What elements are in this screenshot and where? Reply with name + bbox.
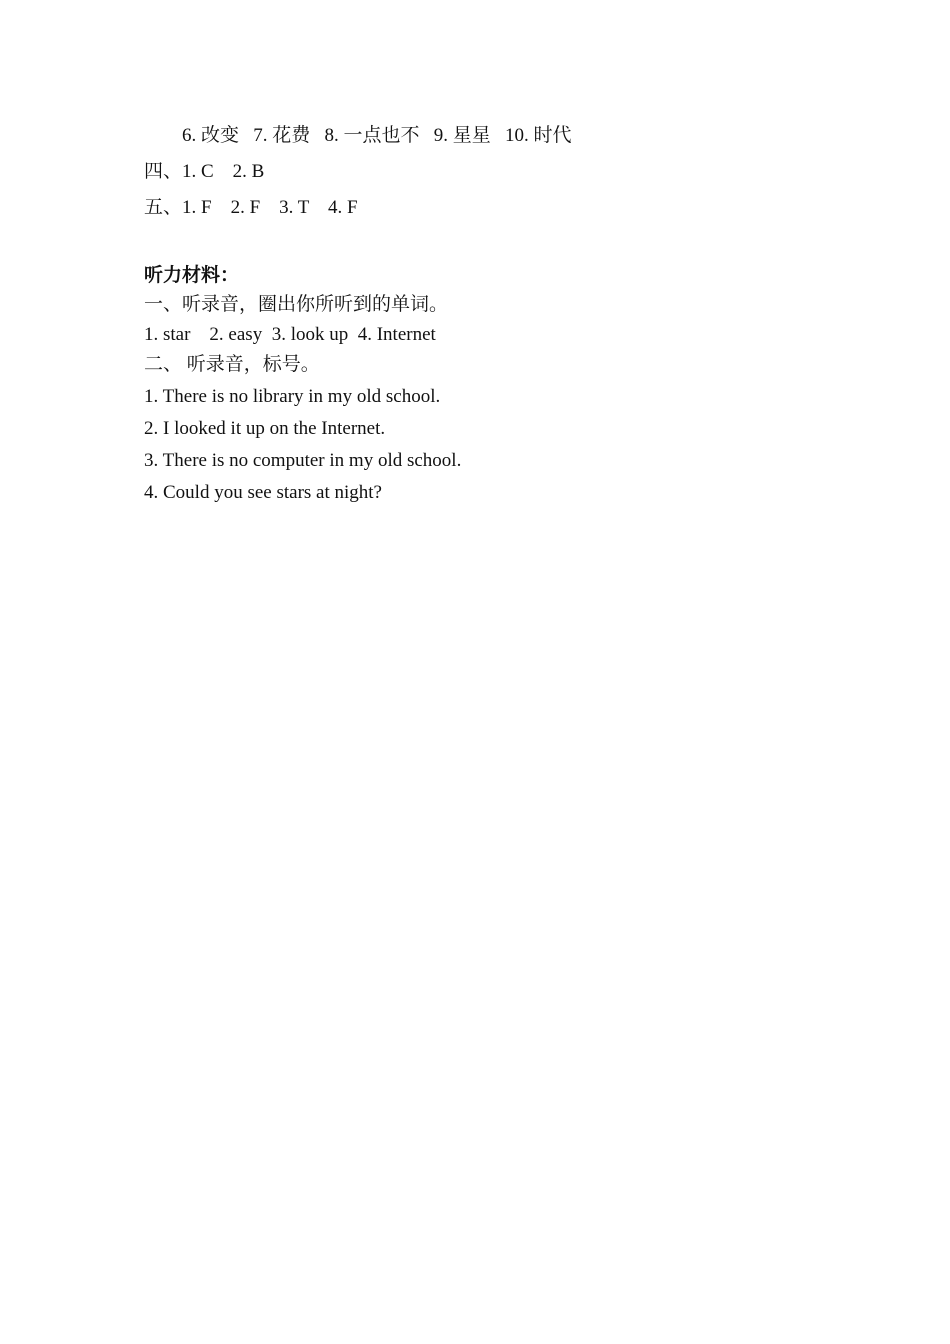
answers-section-4: 四、1. C 2. B xyxy=(144,161,265,182)
listening-item: 2. I looked it up on the Internet. xyxy=(144,418,386,439)
listening-part1-words: 1. star 2. easy 3. look up 4. Internet xyxy=(144,324,436,345)
listening-item: 4. Could you see stars at night? xyxy=(144,482,382,503)
answers-line-6-10: 6. 改变 7. 花费 8. 一点也不 9. 星星 10. 时代 xyxy=(182,125,572,146)
listening-item: 1. There is no library in my old school. xyxy=(144,386,441,407)
listening-part2-heading: 二、 听录音，标号。 xyxy=(144,354,320,375)
listening-item: 3. There is no computer in my old school. xyxy=(144,450,462,471)
listening-title: 听力材料： xyxy=(144,265,240,286)
answers-section-5: 五、1. F 2. F 3. T 4. F xyxy=(144,197,358,218)
listening-part1-heading: 一、听录音，圈出你所听到的单词。 xyxy=(144,294,449,315)
